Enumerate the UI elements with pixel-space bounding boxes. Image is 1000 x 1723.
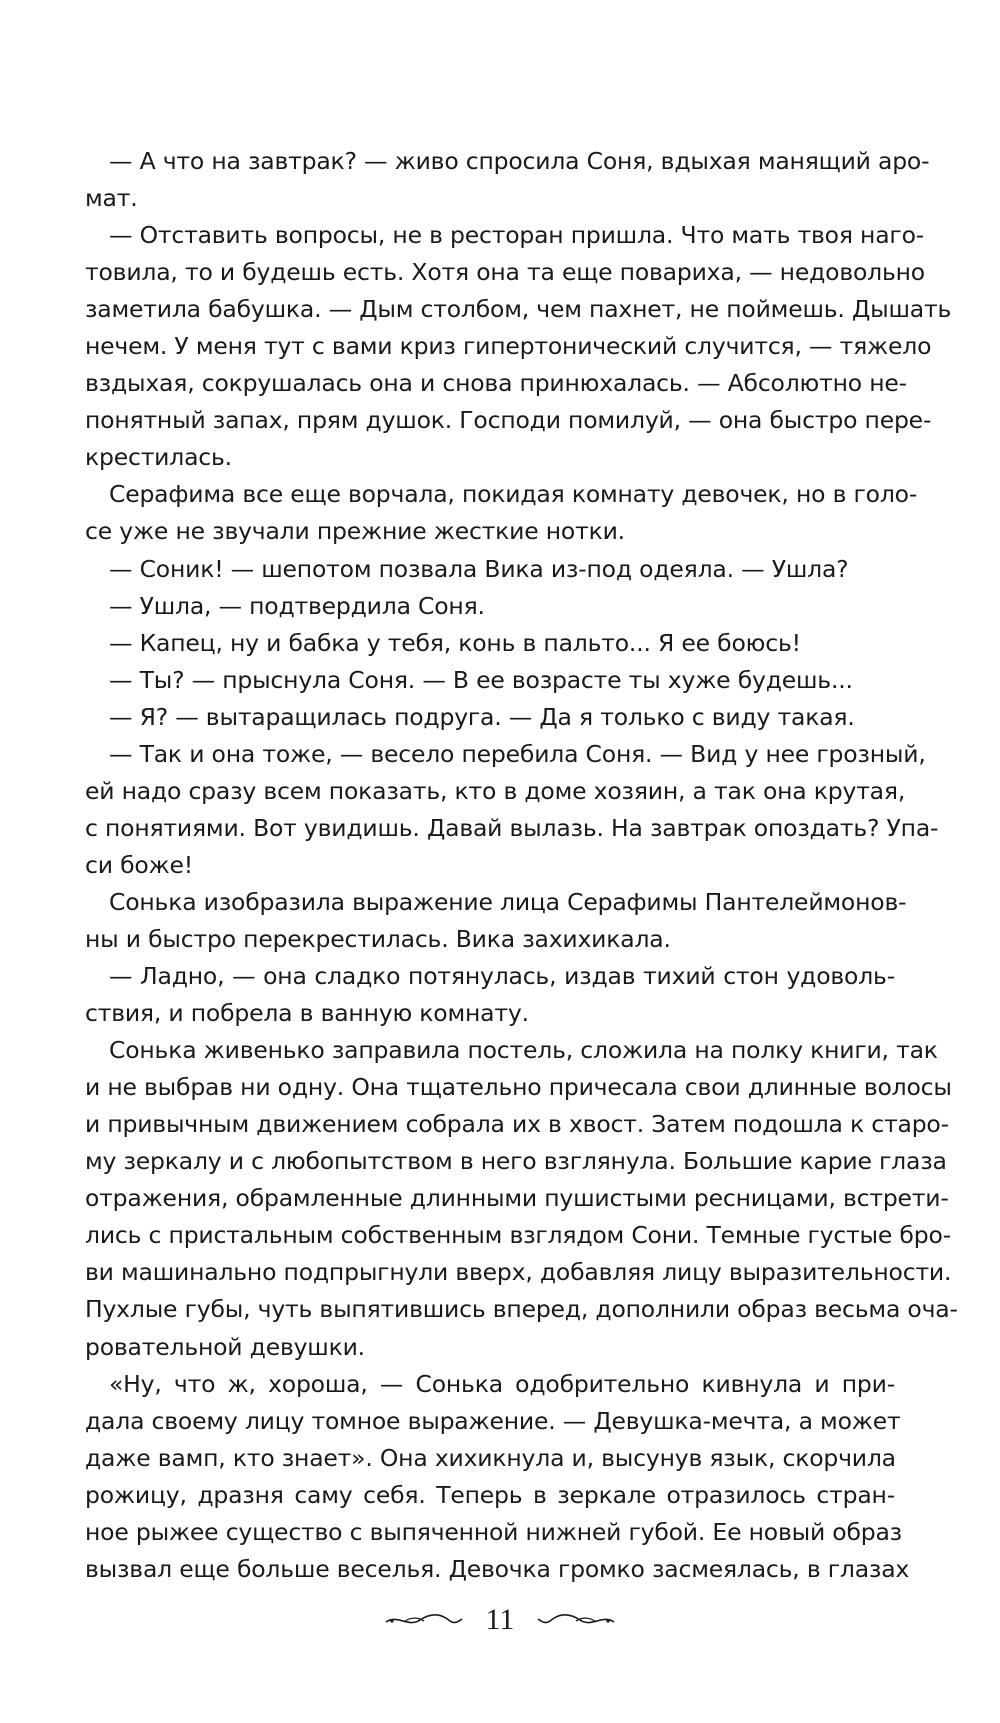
text-line: даже вамп, кто знает». Она хихикнула и, высунув язык, скорчила: [85, 1443, 896, 1472]
text-line: «Ну, что ж, хороша, — Сонька одобрительно кивнула и при-: [109, 1369, 895, 1398]
text-line: нечем. У меня тут с вами криз гипертонический случится, — тяжело: [85, 332, 932, 361]
text-line: вызвал еще больше веселья. Девочка громко засмеялась, в глазах: [85, 1554, 910, 1583]
page-number: 11: [485, 1603, 515, 1636]
text-line: — Ладно, — она сладко потянулась, издав тихий стон удоволь-: [109, 962, 895, 991]
text-line: ны и быстро перекрестилась. Вика захихикала.: [85, 924, 671, 953]
text-line: ви машинально подпрыгнули вверх, добавляя лицу выразительности.: [85, 1258, 952, 1287]
text-line: ровательной девушки.: [85, 1332, 365, 1361]
text-line: — Я? — вытаращилась подруга. — Да я только с виду такая.: [109, 702, 855, 731]
text-line: и не выбрав ни одну. Она тщательно причесала свои длинные волосы: [85, 1073, 952, 1102]
text-line: заметила бабушка. — Дым столбом, чем пахнет, не поймешь. Дышать: [85, 295, 952, 324]
text-line: му зеркалу и с любопытством в него взглянула. Большие карие глаза: [85, 1147, 947, 1176]
text-line: се уже не звучали прежние жесткие нотки.: [85, 517, 625, 546]
text-line: ей надо сразу всем показать, кто в доме хозяин, а так она крутая,: [85, 776, 906, 805]
text-line: вздыхая, сокрушалась она и снова принюхалась. — Абсолютно не-: [85, 369, 907, 398]
text-line: — Соник! — шепотом позвала Вика из-под одеяла. — Ушла?: [109, 554, 849, 583]
text-line: отражения, обрамленные длинными пушистыми ресницами, встрети-: [85, 1184, 949, 1213]
text-line: мат.: [85, 184, 138, 213]
text-line: Сонька живенько заправила постель, сложила на полку книги, так: [109, 1036, 938, 1065]
text-line: — Так и она тоже, — весело перебила Соня. — Вид у нее грозный,: [109, 739, 926, 768]
text-line: си боже!: [85, 850, 193, 879]
text-line: — Ты? — прыснула Соня. — В ее возрасте ты хуже будешь...: [109, 665, 853, 694]
text-line: ствия, и побрела в ванную комнату.: [85, 999, 529, 1028]
text-line: Сонька изобразила выражение лица Серафимы Пантелеймонов-: [109, 887, 907, 916]
text-line: с понятиями. Вот увидишь. Давай вылазь. На завтрак опоздать? Упа-: [85, 813, 939, 842]
text-line: лись с пристальным собственным взглядом Сони. Темные густые бро-: [85, 1221, 951, 1250]
text-line: — Ушла, — подтвердила Соня.: [109, 591, 485, 620]
page-footer: [0, 1600, 1000, 1640]
text-line: Серафима все еще ворчала, покидая комнату девочек, но в голо-: [109, 480, 918, 509]
text-line: рожицу, дразня саму себя. Теперь в зеркале отразилось стран-: [85, 1480, 895, 1509]
text-line: товила, то и будешь есть. Хотя она та еще повариха, — недовольно: [85, 258, 925, 287]
text-line: дала своему лицу томное выражение. — Девушка-мечта, а может: [85, 1406, 901, 1435]
text-line: — Капец, ну и бабка у тебя, конь в пальто... Я ее боюсь!: [109, 628, 801, 657]
text-line: — А что на завтрак? — живо спросила Соня, вдыхая манящий аро-: [109, 147, 930, 175]
text-line: понятный запах, прям душок. Господи помилуй, — она быстро пере-: [85, 406, 932, 435]
text-line: и привычным движением собрала их в хвост. Затем подошла к старо-: [85, 1110, 949, 1139]
text-line: крестилась.: [85, 443, 232, 472]
text-line: — Отставить вопросы, не в ресторан пришла. Что мать твоя наго-: [109, 221, 925, 250]
text-line: Пухлые губы, чуть выпятившись вперед, дополнили образ весьма оча-: [85, 1295, 958, 1324]
right-swirl-ornament-icon: [536, 1610, 616, 1630]
left-swirl-ornament-icon: [384, 1610, 464, 1630]
book-page-text: [85, 143, 958, 1588]
text-line: ное рыжее существо с выпяченной нижней губой. Ее новый образ: [85, 1517, 902, 1546]
